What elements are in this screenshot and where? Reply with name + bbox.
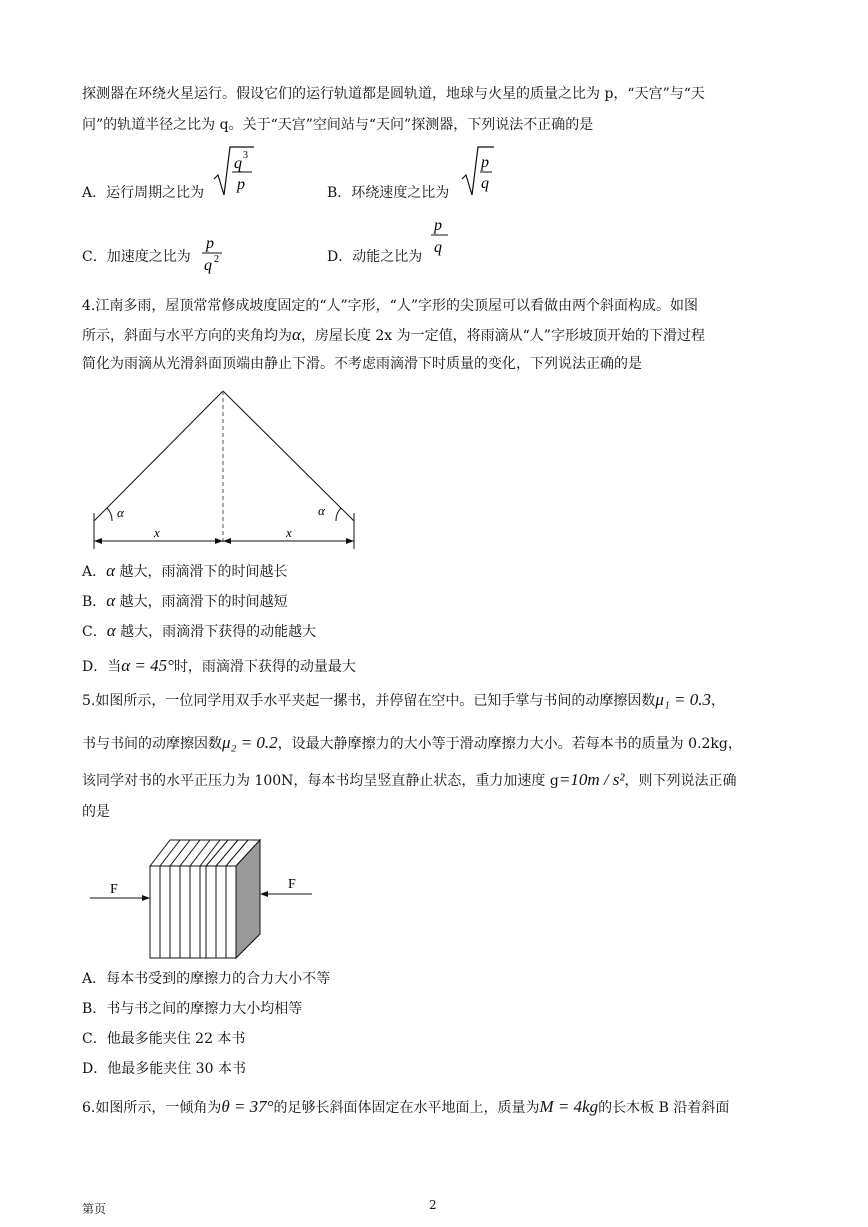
q4-d-text: 时，雨滴滑下获得的动量最大 xyxy=(173,659,356,675)
q3-stem-line1: 探测器在环绕火星运行。假设它们的运行轨道都是圆轨道，地球与火星的质量之比为 p，“天宫”与“天 xyxy=(82,86,705,102)
q5-line1a: 5.如图所示，一位同学用双手水平夹起一摞书，并停留在空中。已知手掌与书间的动摩擦因数 xyxy=(82,693,656,709)
q5-line1-math: μ₁ = 0.3 xyxy=(655,690,712,709)
q3-a-num: q xyxy=(234,155,242,172)
footer-page-number: 2 xyxy=(429,1198,437,1212)
q4-stem-alpha: α xyxy=(292,325,301,344)
q5-line2a: 书与书间的动摩擦因数 xyxy=(82,736,222,752)
q4-option-c xyxy=(82,621,316,642)
q4-angle-left: α xyxy=(117,505,124,520)
q6-stem-a: 6.如图所示，一倾角为 xyxy=(82,1100,222,1116)
q3-option-c-fraction xyxy=(198,232,228,276)
footer-left: 第页 xyxy=(82,1202,107,1216)
q5-line2b: ，设最大静摩擦力的大小等于滑动摩擦力大小。若每本书的质量为 0.2kg， xyxy=(277,736,742,752)
q3-option-d: D．动能之比为 xyxy=(327,249,423,265)
q6-stem xyxy=(82,1097,729,1118)
q6-stem-c: 的长木板 B 沿着斜面 xyxy=(598,1100,730,1116)
q5-line3b: ，则下列说法正确 xyxy=(624,773,737,789)
q3-option-c: C．加速度之比为 xyxy=(82,249,191,265)
q3-b-den: q xyxy=(481,175,489,192)
q5-line2-math: μ₂ = 0.2 xyxy=(222,733,278,752)
q3-c-num: p xyxy=(206,235,214,252)
q4-roof-figure xyxy=(86,385,366,555)
q3-option-b: B．环绕速度之比为 xyxy=(327,185,450,201)
q4-stem-line2 xyxy=(82,325,705,346)
q3-option-b-sqrt xyxy=(460,145,496,197)
q4-stem-line1: 4.江南多雨，屋顶常常修成坡度固定的“人”字形，“人”字形的尖顶屋可以看做由两个斜面构成。如图 xyxy=(82,298,698,314)
q3-option-d-fraction xyxy=(428,214,452,260)
q3-option-a: A．运行周期之比为 xyxy=(82,185,205,201)
q4-a-text: 越大，雨滴滑下的时间越长 xyxy=(115,564,288,580)
q5-option-d: D．他最多能夹住 30 本书 xyxy=(82,1061,246,1077)
q4-b-text: 越大，雨滴滑下的时间越短 xyxy=(115,594,288,610)
q5-stem-line1 xyxy=(82,690,725,711)
q4-angle-right: α xyxy=(318,503,325,518)
q4-d-prefix: D．当 xyxy=(82,659,122,675)
q3-d-den: q xyxy=(434,239,442,256)
q4-stem-line2b: ，房屋长度 2x 为一定值，将雨滴从“人”字形坡顶开始的下滑过程 xyxy=(300,328,705,344)
q4-b-alpha: α xyxy=(106,591,116,610)
q4-option-a xyxy=(82,561,288,582)
q4-option-b xyxy=(82,591,288,612)
q5-books-figure xyxy=(88,836,328,966)
q5-stem-line2 xyxy=(82,733,742,754)
q5-line3-math: =10m / s² xyxy=(558,770,625,789)
q5-option-c: C．他最多能夹住 22 本书 xyxy=(82,1031,246,1047)
q3-c-exp: 2 xyxy=(214,254,219,265)
q6-stem-mass: M = 4kg xyxy=(539,1097,599,1116)
q6-stem-b: 的足够长斜面体固定在水平地面上，质量为 xyxy=(273,1100,540,1116)
q3-option-a-sqrt xyxy=(212,145,256,197)
q3-d-num: p xyxy=(434,217,442,234)
q4-a-alpha: α xyxy=(106,561,116,580)
q4-c-prefix: C． xyxy=(82,624,107,640)
q3-a-exp: 3 xyxy=(243,150,248,161)
q5-option-a: A．每本书受到的摩擦力的合力大小不等 xyxy=(82,971,331,987)
q4-c-text: 越大，雨滴滑下获得的动能越大 xyxy=(115,624,317,640)
q4-stem-line2a: 所示，斜面与水平方向的夹角均为 xyxy=(82,328,292,344)
q3-a-den: p xyxy=(237,176,245,193)
q4-c-alpha: α xyxy=(106,621,116,640)
q3-stem-line2: 问”的轨道半径之比为 q。关于“天宫”空间站与“天问”探测器，下列说法不正确的是 xyxy=(82,117,594,133)
q6-stem-theta: θ = 37° xyxy=(221,1097,274,1116)
q4-a-prefix: A． xyxy=(82,564,107,580)
q5-force-left: F xyxy=(110,882,118,897)
q4-stem-line3: 简化为雨滴从光滑斜面顶端由静止下滑。不考虑雨滴滑下时质量的变化，下列说法正确的是 xyxy=(82,356,642,372)
q4-d-math: α = 45° xyxy=(121,656,174,675)
q3-b-num: p xyxy=(481,154,489,171)
q5-line1b: ， xyxy=(711,693,726,709)
q5-line3a: 该同学对书的水平正压力为 100N，每本书均呈竖直静止状态，重力加速度 g xyxy=(82,773,559,789)
q5-force-right: F xyxy=(288,877,296,892)
q4-option-d xyxy=(82,656,356,677)
q4-dim-right: x xyxy=(286,525,292,540)
q3-c-den: q xyxy=(204,257,212,274)
q5-option-b: B．书与书之间的摩擦力大小均相等 xyxy=(82,1001,303,1017)
q5-stem-line4: 的是 xyxy=(82,804,110,820)
q4-b-prefix: B． xyxy=(82,594,107,610)
q5-stem-line3 xyxy=(82,770,737,791)
q4-dim-left: x xyxy=(154,525,160,540)
